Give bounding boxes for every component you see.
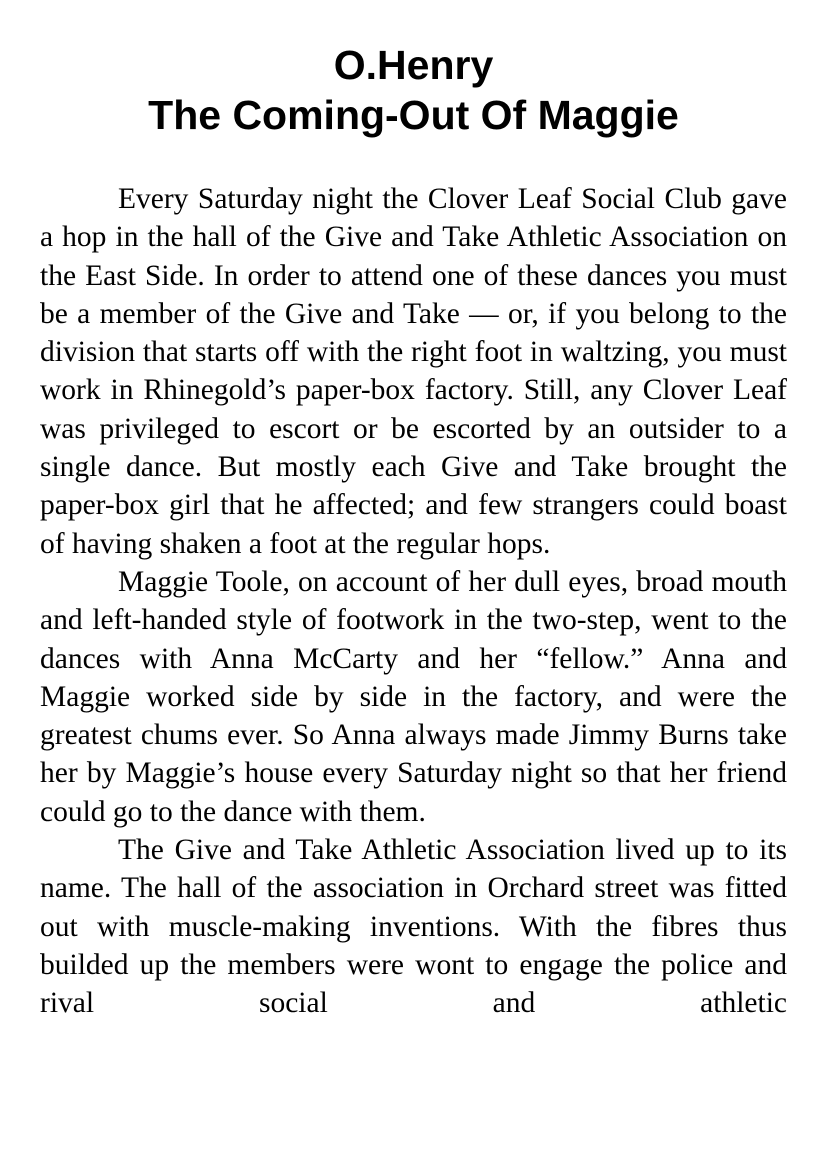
paragraph-1: Every Saturday night the Clover Leaf Social Club gave a hop in the hall of the Give and Take Athletic Association on the East Side. In order to attend one of these dances you must be a member of the Give and Take — or, if you belong to the division that starts off with the right foot in waltzing, you must work in Rhinegold’s paper-box factory. Still, any Clover Leaf was privileged to escort or be escorted by an outsider to a single dance. But mostly each Give and Take brought the paper-box girl that he affected; and few strangers could boast of having shaken a foot at the regular hops. <box>40 183 787 560</box>
story-title: The Coming-Out Of Maggie <box>148 92 679 138</box>
paragraph-3: The Give and Take Athletic Association lived up to its name. The hall of the association in Orchard street was fitted out with muscle-making inventions. With the fibres thus builded up the members were wont to engage the police and rival social and athletic <box>40 834 787 1020</box>
paragraph-2: Maggie Toole, on account of her dull eyes, broad mouth and left-handed style of footwork in the two-step, went to the dances with Anna McCarty and her “fellow.” Anna and Maggie worked side by side in the factory, and were the greatest chums ever. So Anna always made Jimmy Burns take her by Maggie’s house every Saturday night so that her friend could go to the dance with them. <box>40 565 787 828</box>
body-text <box>40 180 787 1023</box>
title-block <box>0 40 827 140</box>
author-name: O.Henry <box>333 42 494 88</box>
